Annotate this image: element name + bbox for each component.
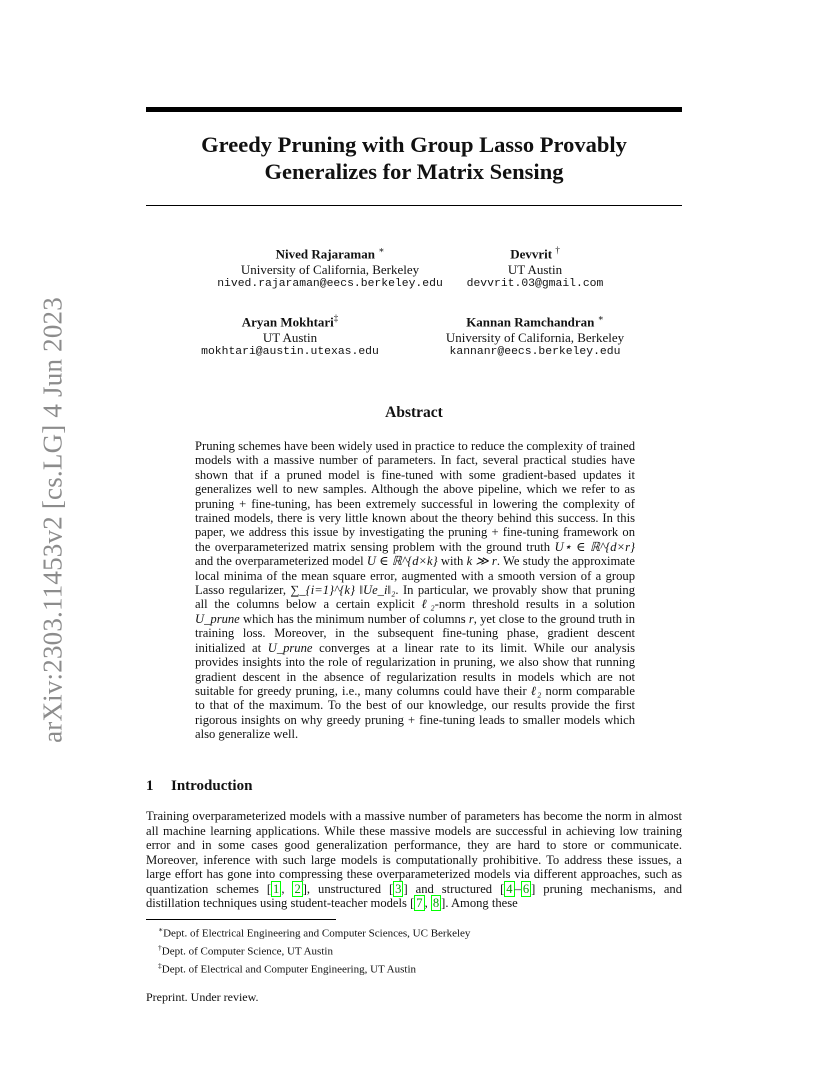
introduction-paragraph xyxy=(146,809,682,911)
footnote-text: Dept. of Electrical and Computer Engineering, UT Austin xyxy=(161,963,417,976)
abstract-text: norm comparable to that of the maximum. To the best of our knowledge, our results provide the first rigorous insights on why greedy pruning + fine-tuning leads to smaller models which also generalize well. xyxy=(195,683,635,742)
arxiv-stamp: arXiv:2303.11453v2 [cs.LG] 4 Jun 2023 xyxy=(37,297,68,743)
author-block-3 xyxy=(180,311,400,361)
title-top-rule xyxy=(146,107,682,112)
author-affiliation: UT Austin xyxy=(507,261,563,277)
author-email[interactable]: devvrit.03@gmail.com xyxy=(466,278,604,291)
footnote-item xyxy=(158,959,470,977)
author-block-1 xyxy=(180,243,480,293)
author-name: Kannan Ramchandran xyxy=(466,314,595,330)
abstract-text: . We study the approximate local minima of the mean square error, augmented with a smooth version of a group Lasso regularizer, xyxy=(195,554,635,598)
citation-link[interactable] xyxy=(271,881,281,897)
intro-text: ], unstructured [ xyxy=(302,881,394,896)
abstract-math: ∑_{i=1}^{k} ‖Ue_i‖₂ xyxy=(290,583,396,598)
intro-text: , xyxy=(281,881,293,896)
abstract-text: , yet close to the ground truth in training loss. Moreover, in the subsequent fine-tuning phase, gradient descent initialized at xyxy=(195,611,635,655)
section-title: Introduction xyxy=(171,778,253,794)
author-name: Nived Rajaraman xyxy=(275,246,375,262)
footnote-item xyxy=(158,923,470,941)
abstract-text: with xyxy=(437,554,467,569)
author-mark: † xyxy=(555,245,560,255)
paper-title xyxy=(146,131,682,185)
intro-text: ]. Among these xyxy=(441,896,518,910)
citation-number[interactable]: 7 xyxy=(416,896,423,910)
intro-text: ] and structured [ xyxy=(403,881,505,896)
footnote-mark: ‡ xyxy=(158,960,162,970)
abstract-text: . In particular, we provably show that pruning all the columns below a certain explicit xyxy=(195,583,635,612)
author-mark: ∗ xyxy=(378,245,385,255)
abstract-math: U ∈ ℝ^{d×k} xyxy=(366,554,438,569)
abstract-text: Pruning schemes have been widely used in practice to reduce the complexity of trained models with a massive number of parameters. In fact, several practical studies have shown that if a pruned model is fine-tuned with some gradient-based updates it generalizes well to new samples. Although the above pipeline, which we refer to as pruning + fine-tuning, has been extremely successful in lowering the complexity of trained models, there is very little known about the theory behind this success. In this paper, we address this issue by investigating the pruning + fine-tuning framework on the overparameterized matrix sensing problem with the ground truth xyxy=(195,439,635,554)
abstract-math: ℓ₂ xyxy=(530,683,542,698)
title-line-2: Generalizes for Matrix Sensing xyxy=(264,159,564,184)
author-affiliation: University of California, Berkeley xyxy=(445,329,625,345)
abstract-body xyxy=(195,439,635,742)
author-mark: ∗ xyxy=(597,313,604,323)
citation-link[interactable] xyxy=(414,895,424,911)
abstract-text: which has the minimum number of columns xyxy=(239,611,469,626)
citation-number[interactable]: 1 xyxy=(273,881,280,896)
abstract-math: r xyxy=(468,611,474,626)
intro-text: Training overparameterized models with a massive number of parameters has become the norm in almost all machine learning applications. While these massive models are successful in achieving low training error and in some cases good generalization performance, they are hard to store or communicate. Moreover, inference with such large models is computationally prohibitive. To address these issues, a large effort has gone into compressing these overparameterized models via different approaches, such as quantization schemes [ xyxy=(146,809,682,896)
footnote-text: Dept. of Electrical Engineering and Computer Sciences, UC Berkeley xyxy=(163,927,471,940)
abstract-math: U_prune xyxy=(267,640,313,655)
citation-number[interactable]: 2 xyxy=(294,881,301,896)
citation-link[interactable] xyxy=(504,881,514,897)
abstract-text: converges at a linear rate to its limit. While our analysis provides insights into the role of regularization in pruning, we also show that running gradient descent in the absence of regularization results in models which are not suitable for greedy pruning, i.e., many columns could have their xyxy=(195,640,636,698)
abstract-text: and the overparameterized model xyxy=(195,554,367,569)
abstract-math: k ≫ r xyxy=(466,554,497,569)
citation-link[interactable] xyxy=(292,881,302,897)
abstract-heading: Abstract xyxy=(385,404,443,421)
author-email[interactable]: kannanr@eecs.berkeley.edu xyxy=(449,346,621,359)
title-line-1: Greedy Pruning with Group Lasso Provably xyxy=(201,132,627,157)
abstract-math: U_prune xyxy=(195,611,240,626)
citation-link[interactable] xyxy=(521,881,531,897)
author-name: Devvrit xyxy=(510,246,553,262)
author-block-4 xyxy=(430,311,640,361)
footnotes xyxy=(158,923,470,977)
citation-number[interactable]: 4 xyxy=(506,881,513,896)
citation-number[interactable]: 3 xyxy=(395,881,402,896)
intro-text: – xyxy=(514,881,521,896)
author-mark: ‡ xyxy=(333,313,339,323)
citation-link[interactable] xyxy=(393,881,403,897)
intro-text: , xyxy=(424,896,431,910)
preprint-note: Preprint. Under review. xyxy=(146,990,259,1004)
footnote-text: Dept. of Computer Science, UT Austin xyxy=(161,945,333,958)
abstract-math: ℓ₂ xyxy=(421,597,435,612)
citation-link[interactable] xyxy=(431,895,441,911)
citation-number[interactable]: 6 xyxy=(522,881,530,896)
author-name: Aryan Mokhtari xyxy=(241,314,334,330)
author-block-2 xyxy=(460,243,610,293)
footnote-mark: ∗ xyxy=(158,925,164,934)
author-affiliation: UT Austin xyxy=(262,329,318,345)
author-email[interactable]: nived.rajaraman@eecs.berkeley.edu xyxy=(217,278,443,291)
footnote-mark: † xyxy=(158,942,162,952)
section-number: 1 xyxy=(146,778,154,794)
citation-number[interactable]: 8 xyxy=(432,896,440,910)
author-email[interactable]: mokhtari@austin.utexas.edu xyxy=(201,346,379,359)
section-heading-introduction xyxy=(146,778,252,795)
intro-text: ] pruning mechanisms, and distillation techniques using student-teacher models [ xyxy=(146,881,682,910)
footnote-rule xyxy=(146,919,336,920)
author-affiliation: University of California, Berkeley xyxy=(240,261,420,277)
abstract-math: U⋆ ∈ ℝ^{d×r} xyxy=(554,539,636,554)
abstract-text: -norm threshold results in a solution xyxy=(434,597,636,612)
title-bottom-rule xyxy=(146,205,682,206)
footnote-item xyxy=(158,941,470,959)
